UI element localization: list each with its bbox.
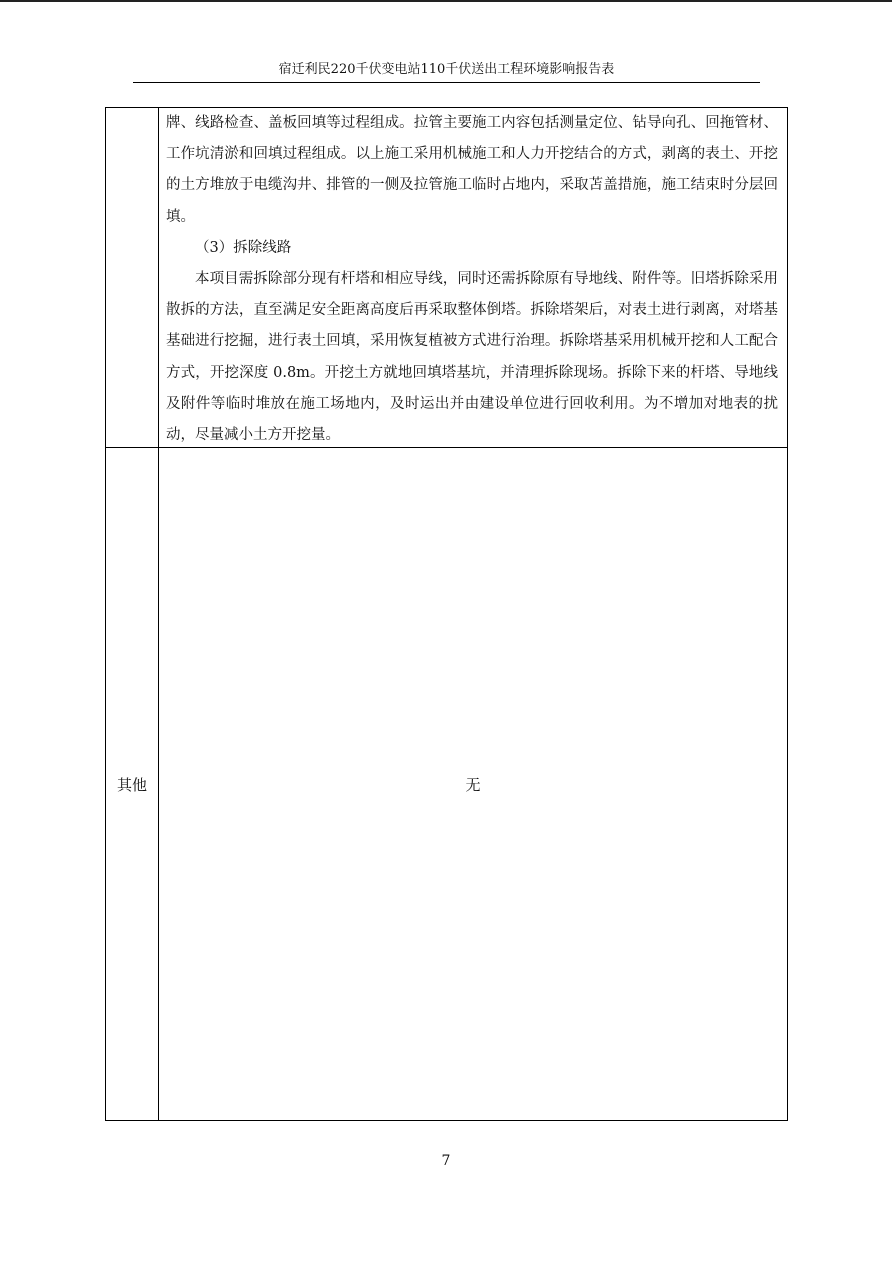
row-value-other: 无 xyxy=(465,775,481,794)
paragraph-demolition: 本项目需拆除部分现有杆塔和相应导线，同时还需拆除原有导地线、附件等。旧塔拆除采用散拆的方法，直至满足安全距离高度后再采取整体倒塔。拆除塔架后，对表土进行剥离，对塔基基础进行挖掘，进行表土回填，采用恢复植被方式进行治理。拆除塔基采用机械开挖和人工配合方式，开挖深度 0.8m。开挖土方就地回填塔基坑，并清理拆除现场。拆除下来的杆塔、导地线及附件等临时堆放在施工场地内，及时运出并由建设单位进行回收利用。为不增加对地表的扰动，尽量减小土方开挖量。 xyxy=(166,271,778,444)
report-table xyxy=(105,107,788,1121)
row-label-other: 其他 xyxy=(116,775,147,794)
paragraph-continuation: 牌、线路检查、盖板回填等过程组成。拉管主要施工内容包括测量定位、钻导向孔、回拖管材、工作坑清淤和回填过程组成。以上施工采用机械施工和人力开挖结合的方式，剥离的表土、开挖的土方堆放于电缆沟井、排管的一侧及拉管施工临时占地内，采取苫盖措施，施工结束时分层回填。 xyxy=(166,115,778,225)
header-rule xyxy=(133,82,760,83)
document-header-title: 宿迁利民220千伏变电站110千伏送出工程环境影响报告表 xyxy=(278,62,615,77)
construction-description-cell xyxy=(166,108,778,451)
subheading-demolition: （3）拆除线路 xyxy=(195,239,292,256)
page-number: 7 xyxy=(441,1153,451,1169)
page-top-border xyxy=(0,0,892,2)
